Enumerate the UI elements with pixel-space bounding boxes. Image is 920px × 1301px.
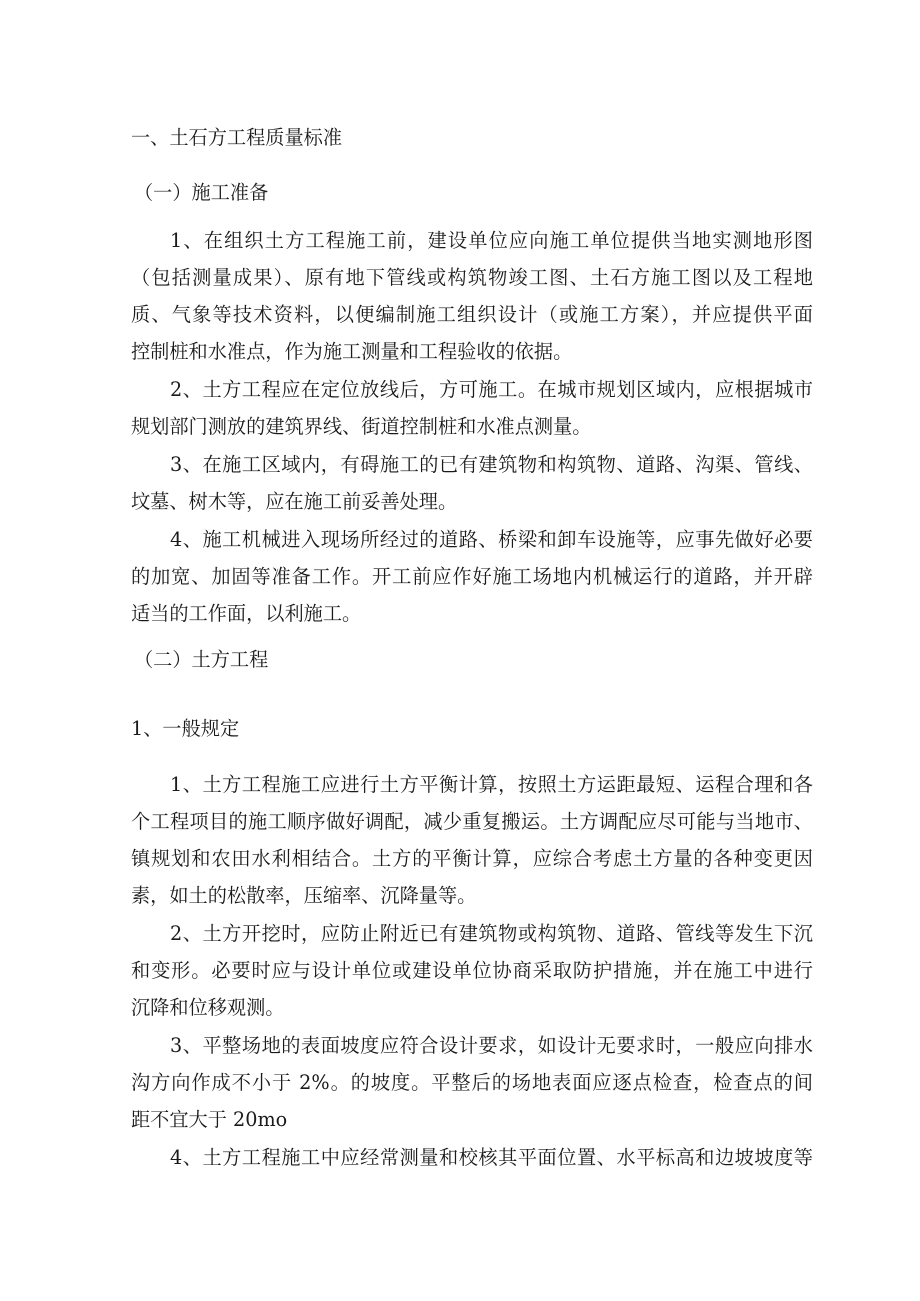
paragraph-line: 1、土方工程施工应进行土方平衡计算，按照土方运距最短、运程合理和各 bbox=[170, 773, 813, 796]
subheading-general-rules: 1、一般规定 bbox=[131, 717, 240, 740]
paragraph-line: 适当的工作面，以利施工。 bbox=[131, 602, 362, 625]
paragraph-line: 规划部门测放的建筑界线、街道控制桩和水准点测量。 bbox=[131, 415, 592, 438]
paragraph-line: 的加宽、加固等准备工作。开工前应作好施工场地内机械运行的道路，并开辟 bbox=[131, 565, 813, 588]
paragraph-line: 距不宜大于 20mo bbox=[131, 1108, 288, 1131]
paragraph-line: 控制桩和水准点，作为施工测量和工程验收的依据。 bbox=[131, 340, 573, 363]
paragraph-line: 素，如土的松散率，压缩率、沉降量等。 bbox=[131, 884, 477, 907]
heading-earthwork-quality-standard: 一、土石方工程质量标准 bbox=[131, 126, 343, 149]
paragraph-line: 2、土方开挖时，应防止附近已有建筑物或构筑物、道路、管线等发生下沉 bbox=[170, 922, 813, 945]
paragraph-line: （包括测量成果）、原有地下管线或构筑物竣工图、土石方施工图以及工程地 bbox=[131, 266, 813, 289]
paragraph-line: 和变形。必要时应与设计单位或建设单位协商采取防护措施，并在施工中进行 bbox=[131, 959, 813, 982]
paragraph-line: 质、气象等技术资料，以便编制施工组织设计（或施工方案），并应提供平面 bbox=[131, 303, 813, 326]
section-title-construction-preparation: （一）施工准备 bbox=[134, 181, 269, 204]
paragraph-line: 沟方向作成不小于 2%。的坡度。平整后的场地表面应逐点检查，检查点的间 bbox=[131, 1071, 813, 1094]
paragraph-line: 4、施工机械进入现场所经过的道路、桥梁和卸车设施等，应事先做好必要 bbox=[170, 528, 813, 551]
paragraph-line: 坟墓、树木等，应在施工前妥善处理。 bbox=[131, 490, 458, 513]
paragraph-line: 2、土方工程应在定位放线后，方可施工。在城市规划区域内，应根据城市 bbox=[170, 378, 813, 401]
section-title-earthwork: （二）土方工程 bbox=[134, 648, 269, 671]
paragraph-line: 3、在施工区域内，有碍施工的已有建筑物和构筑物、道路、沟渠、管线、 bbox=[170, 453, 813, 476]
paragraph-line: 1、在组织土方工程施工前，建设单位应向施工单位提供当地实测地形图 bbox=[170, 229, 813, 252]
paragraph-line: 镇规划和农田水利相结合。土方的平衡计算，应综合考虑土方量的各种变更因 bbox=[131, 847, 813, 870]
paragraph-line: 个工程项目的施工顺序做好调配，减少重复搬运。土方调配应尽可能与当地市、 bbox=[131, 810, 813, 833]
paragraph-line: 3、平整场地的表面坡度应符合设计要求，如设计无要求时，一般应向排水 bbox=[170, 1034, 813, 1057]
paragraph-line: 4、土方工程施工中应经常测量和校核其平面位置、水平标高和边坡坡度等 bbox=[170, 1146, 813, 1169]
paragraph-line: 沉降和位移观测。 bbox=[131, 996, 285, 1019]
